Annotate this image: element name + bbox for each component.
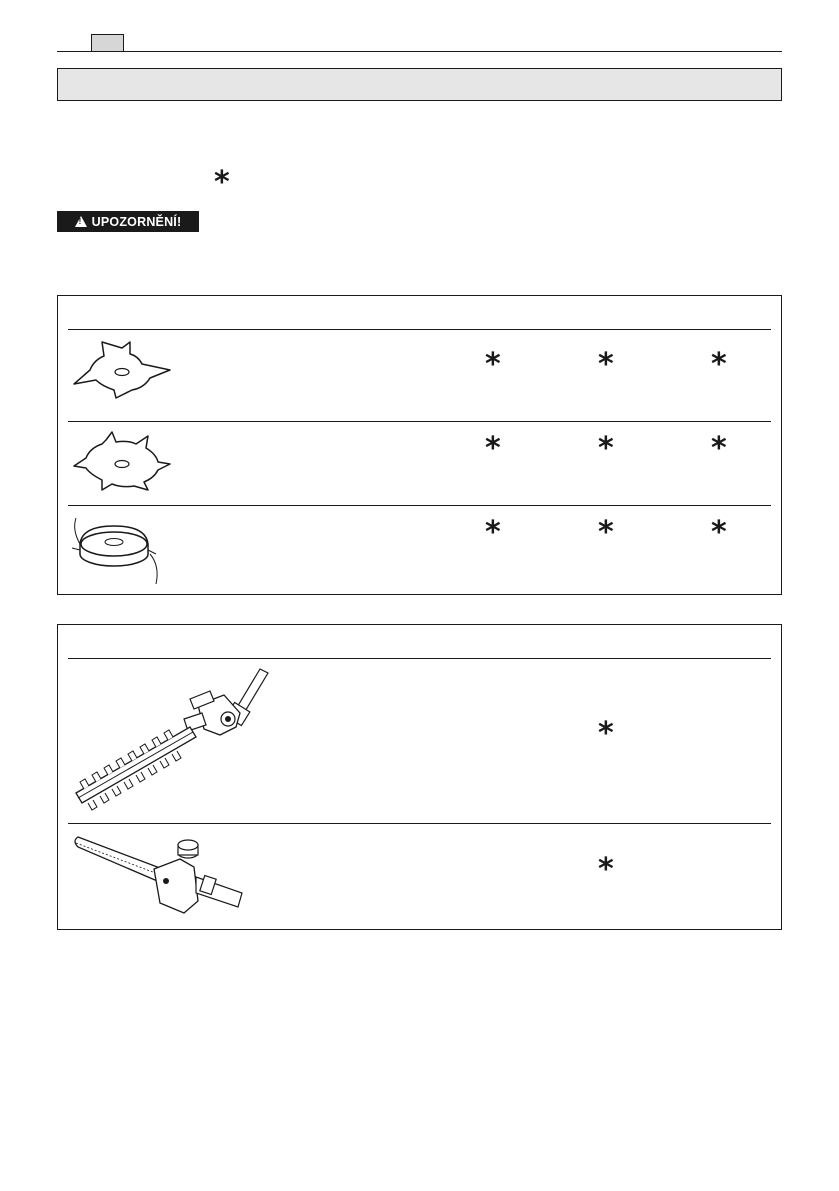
intro-asterisk-marker: * [214,165,230,200]
warning-label [57,211,199,232]
attachments-table [57,624,782,930]
table-row-mark: * [598,852,614,887]
table-row-mark: * [598,716,614,751]
page-number-tab [91,34,124,51]
table-row-mark: * [485,431,501,466]
cutting-tools-table [57,295,782,595]
table-row-mark: * [485,515,501,550]
table-row-mark: * [485,347,501,382]
row-divider [68,505,771,506]
header-rule [57,51,782,52]
trimmer-head-icon [70,514,170,586]
three-tooth-blade-icon [72,340,172,400]
table-row-mark: * [711,347,727,382]
table-row-mark: * [598,431,614,466]
table-row-mark: * [711,431,727,466]
table-row-mark: * [711,515,727,550]
table-row-mark: * [598,515,614,550]
row-divider [68,823,771,824]
hedge-trimmer-attachment-icon [72,665,272,810]
table-header-rule [68,329,771,330]
warning-text: UPOZORNĚNÍ! [91,214,182,229]
table-row-mark: * [598,347,614,382]
row-divider [68,421,771,422]
pole-saw-attachment-icon [72,831,242,921]
table-header-rule [68,658,771,659]
four-tooth-blade-icon [72,430,172,492]
warning-triangle-icon [75,216,87,227]
section-title-bar [57,68,782,101]
